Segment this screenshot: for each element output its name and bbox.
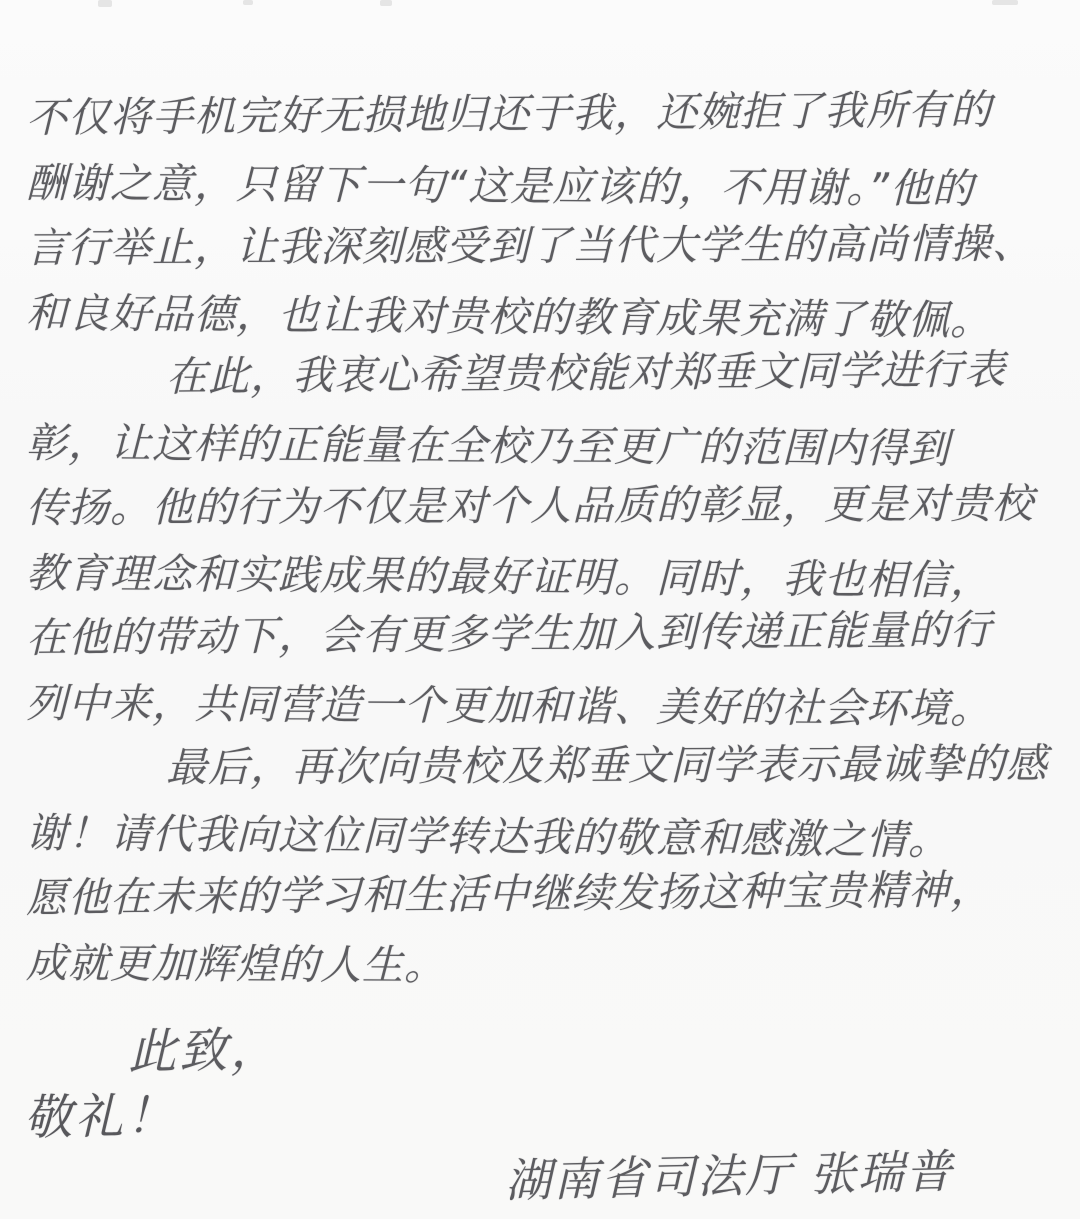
letter-body [0, 86, 1080, 996]
letter-line: 言行举止，让我深刻感受到了当代大学生的高尚情操、 [25, 219, 1035, 272]
closing-salute: 敬礼！ [23, 1087, 178, 1147]
scan-artifact [243, 0, 253, 5]
letter-line: 传扬。他的行为不仅是对个人品质的彰显，更是对贵校 [25, 479, 1035, 532]
closing-salutation: 此致， [127, 1021, 282, 1081]
letter-line: 酬谢之意，只留下一句“这是应该的，不用谢。”他的 [25, 159, 975, 213]
letter-line-paragraph-start: 在此，我衷心希望贵校能对郑垂文同学进行表 [165, 345, 1007, 401]
scan-artifact [992, 0, 1018, 5]
letter-line: 教育理念和实践成果的最好证明。同时，我也相信， [25, 549, 993, 605]
letter-line: 不仅将手机完好无损地归还于我，还婉拒了我所有的 [25, 85, 993, 142]
letter-line: 愿他在未来的学习和生活中继续发扬这种宝贵精神， [25, 865, 993, 922]
scan-artifact [380, 0, 392, 6]
signature: 湖南省司法厅 张瑞普 [504, 1144, 955, 1208]
letter-line: 在他的带动下，会有更多学生加入到传递正能量的行 [25, 605, 993, 662]
letter-line: 和良好品德，也让我对贵校的教育成果充满了敬佩。 [25, 289, 993, 345]
letter-line-paragraph-start: 最后，再次向贵校及郑垂文同学表示最诚挚的感 [165, 739, 1049, 792]
scan-artifact [98, 0, 112, 7]
letter-line: 彰，让这样的正能量在全校乃至更广的范围内得到 [25, 419, 951, 473]
letter-line: 列中来，共同营造一个更加和谐、美好的社会环境。 [25, 679, 993, 733]
letter-line: 谢！请代我向这位同学转达我的敬意和感激之情。 [25, 809, 951, 865]
letter-line: 成就更加辉煌的人生。 [25, 939, 447, 990]
